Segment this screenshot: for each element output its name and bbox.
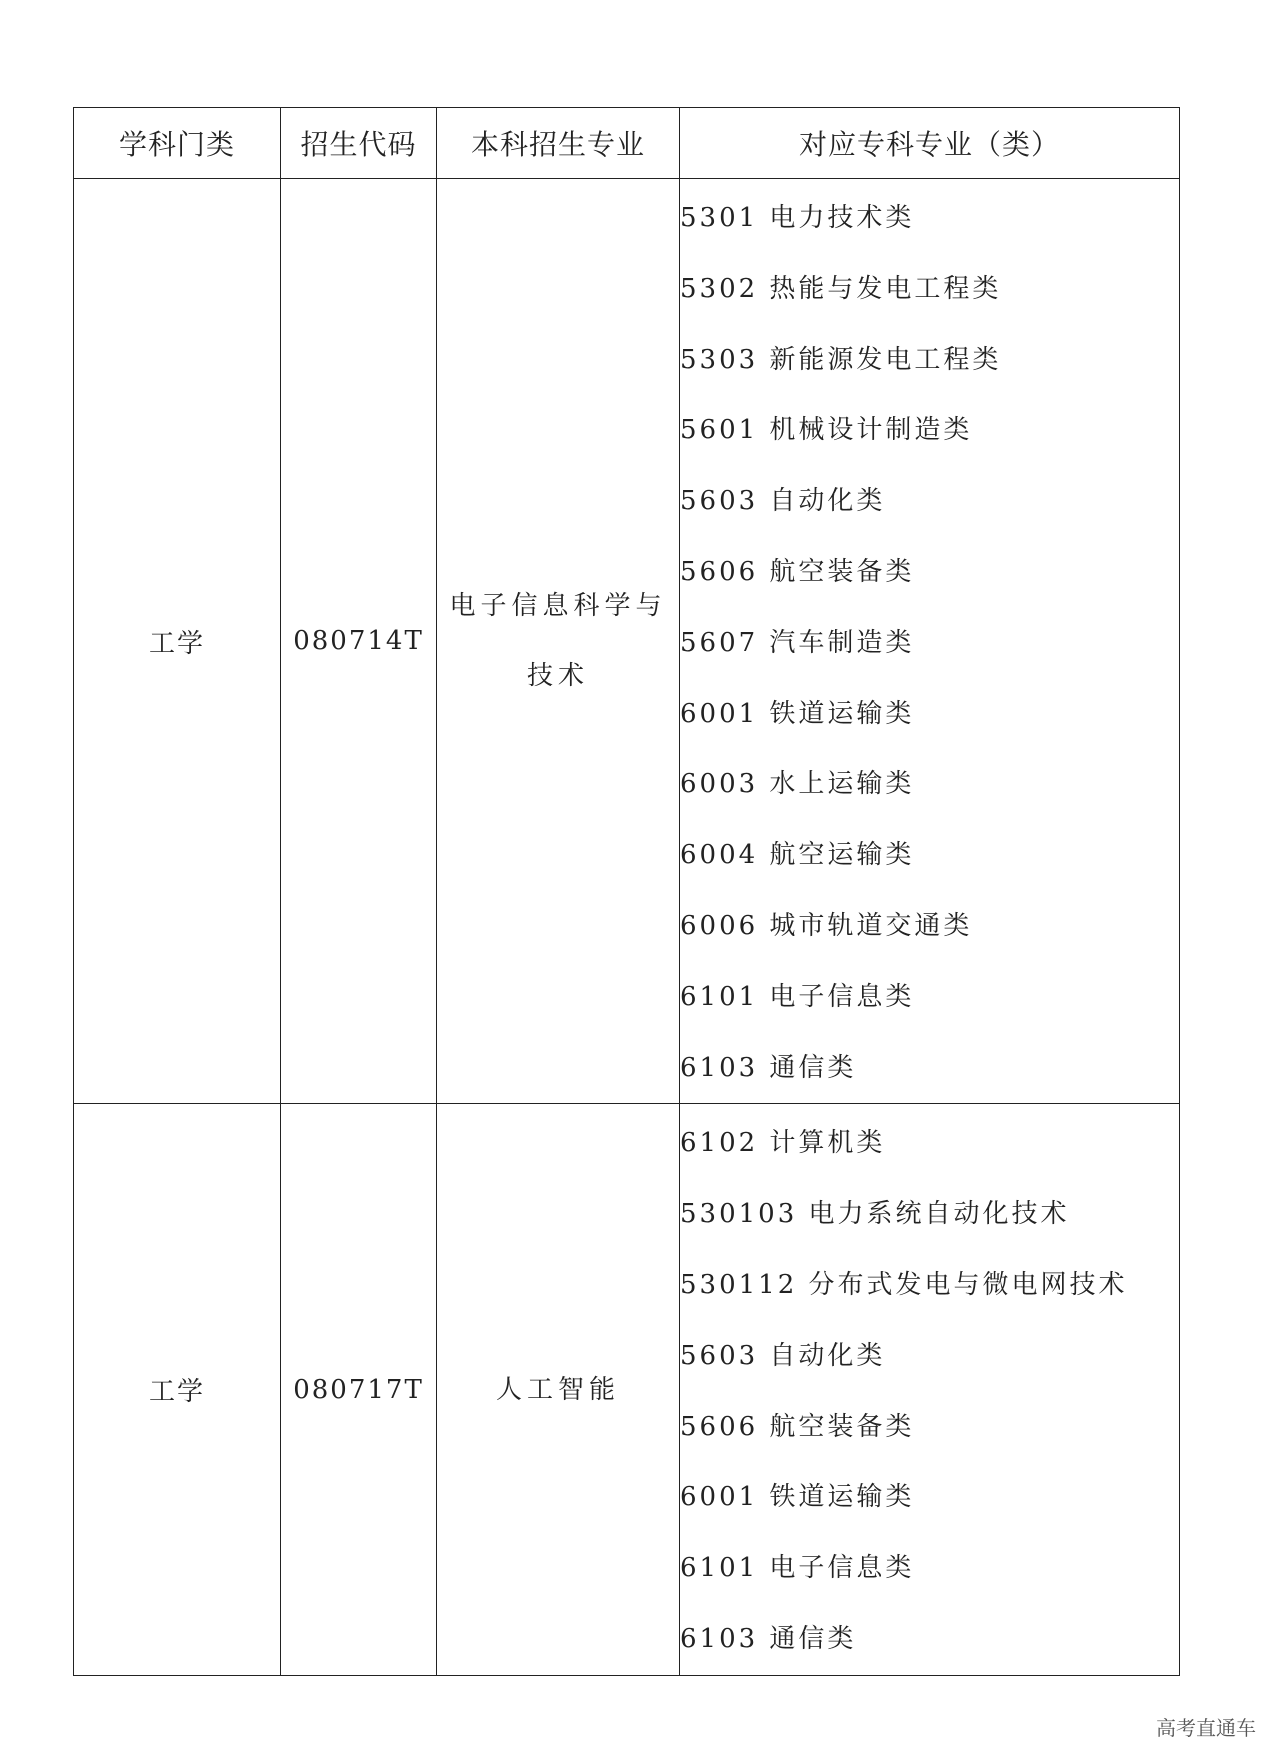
list-item: 6001 铁道运输类 (680, 698, 915, 729)
related-cell (680, 179, 1180, 1104)
list-item: 530103 电力系统自动化技术 (680, 1199, 1070, 1230)
major-name-line: 技术 (526, 661, 589, 692)
related-list (680, 183, 1179, 1103)
code-cell: 080714T (281, 179, 437, 1104)
code-cell: 080717T (281, 1104, 437, 1675)
watermark-text: 高考直通车 (1156, 1716, 1256, 1740)
list-item: 5303 新能源发电工程类 (680, 344, 1002, 375)
list-item: 6101 电子信息类 (680, 981, 915, 1012)
list-item: 6102 计算机类 (680, 1128, 886, 1159)
list-item: 5301 电力技术类 (680, 203, 915, 233)
list-item: 5601 机械设计制造类 (680, 415, 973, 446)
list-item: 530112 分布式发电与微电网技术 (680, 1269, 1128, 1300)
table-header-row (74, 108, 1180, 179)
category-cell: 工学 (74, 179, 281, 1104)
list-item: 6103 通信类 (680, 1052, 857, 1083)
list-item: 5603 自动化类 (680, 486, 886, 517)
list-item: 5606 航空装备类 (680, 1411, 915, 1442)
list-item: 5603 自动化类 (680, 1340, 886, 1371)
header-code: 招生代码 (281, 108, 437, 179)
list-item: 6006 城市轨道交通类 (680, 910, 973, 941)
list-item: 6003 水上运输类 (680, 769, 915, 800)
major-name-line: 电子信息科学与 (449, 591, 667, 622)
list-item: 5606 航空装备类 (680, 556, 915, 587)
list-item: 6103 通信类 (680, 1623, 857, 1654)
related-list (680, 1108, 1179, 1674)
list-item: 6004 航空运输类 (680, 840, 915, 871)
list-item: 6001 铁道运输类 (680, 1482, 915, 1513)
header-related: 对应专科专业（类） (680, 108, 1180, 179)
table-row (74, 179, 1180, 1104)
list-item: 5302 热能与发电工程类 (680, 273, 1002, 304)
major-name-line: 人工智能 (495, 1374, 620, 1405)
related-cell (680, 1104, 1180, 1675)
table-row (74, 1104, 1180, 1675)
list-item: 5607 汽车制造类 (680, 627, 915, 658)
header-major: 本科招生专业 (437, 108, 680, 179)
major-cell (437, 1104, 680, 1675)
major-cell (437, 179, 680, 1104)
category-cell: 工学 (74, 1104, 281, 1675)
majors-table (73, 107, 1180, 1676)
header-category: 学科门类 (74, 108, 281, 179)
list-item: 6101 电子信息类 (680, 1553, 915, 1584)
